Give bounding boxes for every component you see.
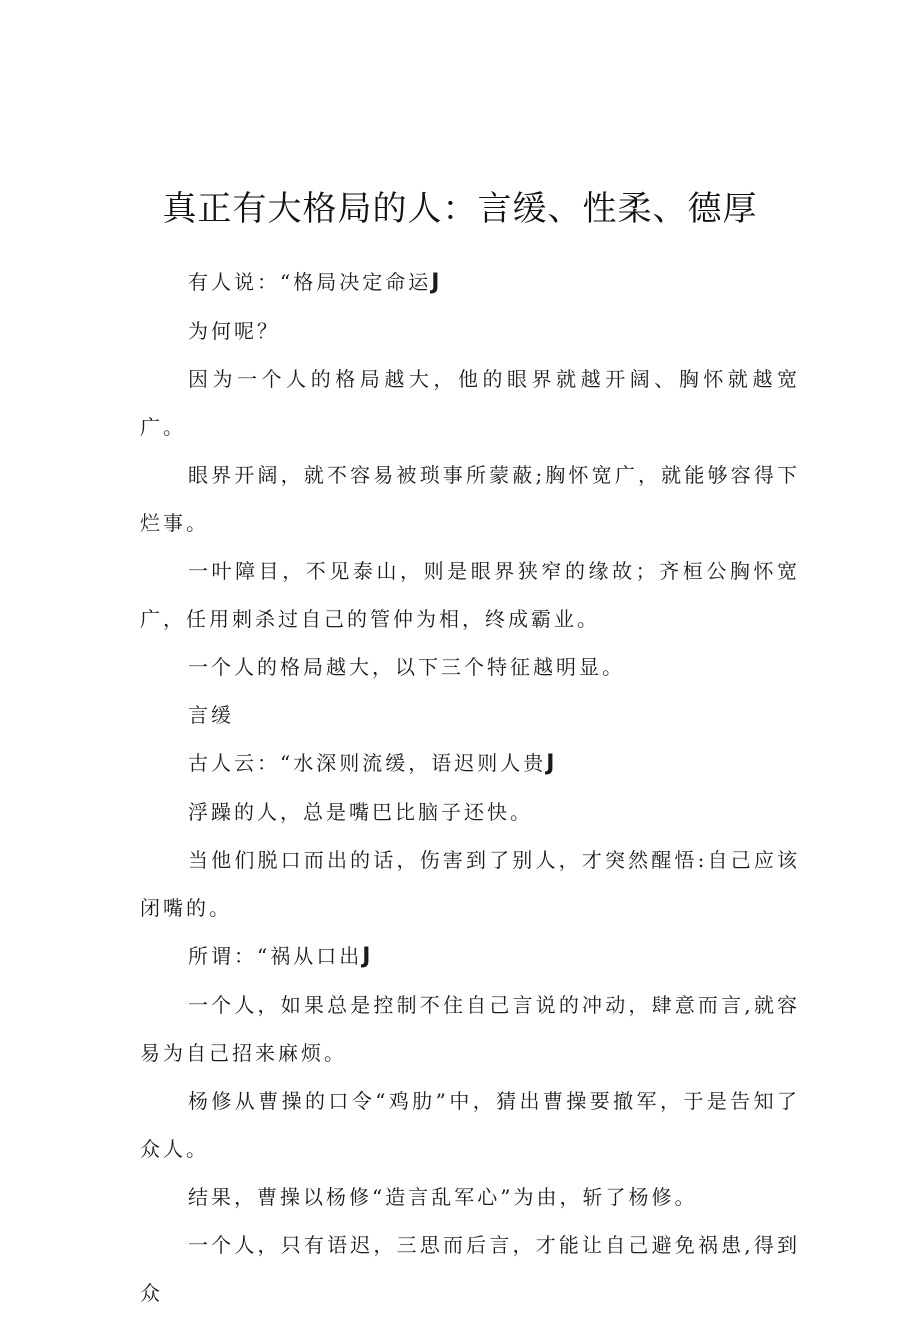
paragraph <box>140 739 800 788</box>
paragraph <box>140 355 800 451</box>
paragraph <box>140 1221 800 1317</box>
paragraph <box>140 1077 800 1173</box>
paragraph-text: 眼界开阔，就不容易被琐事所蒙蔽;胸怀宽广，就能够容得下烂事。 <box>140 463 800 535</box>
section-heading <box>140 691 800 739</box>
paragraph-text: 当他们脱口而出的话，伤害到了别人，才突然醒悟:自己应该闭嘴的。 <box>140 848 800 920</box>
paragraph <box>140 932 800 981</box>
paragraph <box>140 307 800 355</box>
paragraph <box>140 547 800 643</box>
paragraph-text: 一个人的格局越大，以下三个特征越明显。 <box>188 655 625 679</box>
paragraph-text: 所谓：“祸从口出 <box>188 944 363 968</box>
section-heading-text: 言缓 <box>188 703 234 727</box>
paragraph-text: 浮躁的人，总是嘴巴比脑子还快。 <box>188 800 533 824</box>
paragraph-text: 结果，曹操以杨修“造言乱军心”为由，斩了杨修。 <box>188 1185 698 1209</box>
paragraph-text: 因为一个人的格局越大，他的眼界就越开阔、胸怀就越宽广。 <box>140 367 800 439</box>
paragraph <box>140 643 800 691</box>
document-body <box>140 258 800 1317</box>
paragraph <box>140 258 800 307</box>
quote-mark: J <box>546 751 555 776</box>
paragraph <box>140 451 800 547</box>
quote-mark: J <box>362 944 371 969</box>
paragraph-text: 一个人，如果总是控制不住自己言说的冲动，肆意而言,就容易为自己招来麻烦。 <box>140 993 800 1065</box>
paragraph-text: 为何呢？ <box>188 319 280 343</box>
paragraph-text: 一个人，只有语迟，三思而后言，才能让自己避免祸患,得到众 <box>140 1233 800 1305</box>
document-title: 真正有大格局的人：言缓、性柔、德厚 <box>162 188 758 229</box>
paragraph <box>140 981 800 1077</box>
paragraph-text: 古人云：“水深则流缓，语迟则人贵 <box>188 751 547 775</box>
quote-mark: J <box>431 270 440 295</box>
paragraph <box>140 1173 800 1221</box>
paragraph <box>140 788 800 836</box>
paragraph-text: 杨修从曹操的口令“鸡肋”中，猜出曹操要撤军，于是告知了众人。 <box>140 1089 800 1161</box>
paragraph-text: 有人说：“格局决定命运 <box>188 270 432 294</box>
paragraph <box>140 836 800 932</box>
paragraph-text: 一叶障目，不见泰山，则是眼界狭窄的缘故；齐桓公胸怀宽广，任用刺杀过自己的管仲为相，终成霸业。 <box>140 559 800 631</box>
